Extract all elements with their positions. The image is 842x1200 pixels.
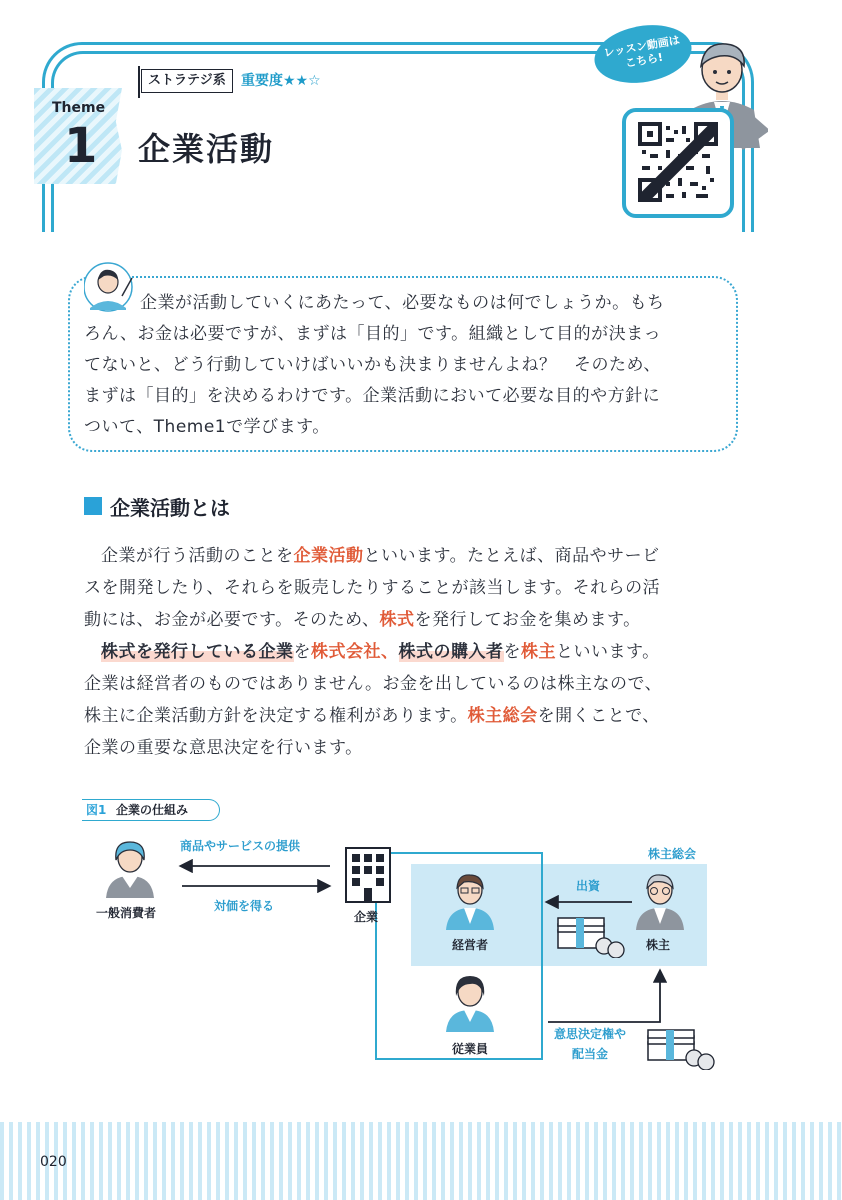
figure-number: 図1 bbox=[86, 803, 107, 817]
term-kabushiki-gaisha: 株式会社 bbox=[311, 642, 381, 662]
money-bundle-icon-2 bbox=[646, 1028, 718, 1070]
consumer-icon bbox=[104, 838, 156, 900]
section-heading: 企業活動とは bbox=[110, 496, 230, 520]
term-kigyou-katsudou: 企業活動 bbox=[293, 546, 364, 566]
figure-title: 企業の仕組み bbox=[116, 803, 189, 817]
body-text: 動には、お金が必要です。そのため、 bbox=[84, 610, 380, 630]
term-kabunushi: 株主 bbox=[521, 642, 556, 662]
body-text: を開くことで、 bbox=[537, 706, 660, 726]
employee-icon bbox=[444, 972, 496, 1034]
category-label: ストラテジ系 bbox=[141, 69, 233, 93]
arrow-rights bbox=[548, 972, 660, 1022]
page-number: 020 bbox=[40, 1154, 67, 1170]
intro-line-2: ろん、お金は必要ですが、まずは「目的」です。組織として目的が決まっ bbox=[84, 324, 662, 344]
company-label: 企業 bbox=[354, 910, 379, 924]
theme-label: Theme bbox=[52, 100, 106, 116]
receive-label: 対価を得る bbox=[214, 899, 275, 913]
page-title: 企業活動 bbox=[138, 130, 275, 168]
manager-icon bbox=[444, 870, 496, 932]
marked-phrase: 株式の購入者 bbox=[398, 642, 504, 662]
intro-line-1: 企業が活動していくにあたって、必要なものは何でしょうか。もち bbox=[140, 293, 665, 313]
rights-label: 意思決定権や 配当金 bbox=[554, 1027, 627, 1061]
body-text: 企業が行う活動のことを bbox=[101, 546, 294, 566]
term-kabushiki: 株式 bbox=[379, 610, 415, 630]
body-text: といいます。 bbox=[556, 642, 660, 662]
body-text: を bbox=[503, 642, 521, 662]
theme-number: 1 bbox=[64, 118, 98, 174]
intro-line-3: てないと、どう行動していけばいいかも決まりませんよね？ そのため、 bbox=[84, 355, 661, 375]
manager-label: 経営者 bbox=[452, 938, 489, 952]
provide-label: 商品やサービスの提供 bbox=[180, 839, 301, 853]
body-text: を bbox=[293, 642, 311, 662]
importance-rating: 重要度★★☆ bbox=[241, 73, 321, 89]
consumer-label: 一般消費者 bbox=[96, 906, 157, 920]
body-line-7: 企業の重要な意思決定を行います。 bbox=[84, 738, 363, 758]
intro-line-5: ついて、Theme1で学びます。 bbox=[84, 417, 330, 437]
term-kabunushi-soukai: 株主総会 bbox=[467, 706, 538, 726]
shareholders-meeting-label: 株主総会 bbox=[648, 847, 697, 861]
body-line-2: スを開発したり、それらを販売したりすることが該当します。それらの活 bbox=[84, 578, 661, 598]
body-text: を発行してお金を集めます。 bbox=[414, 610, 641, 630]
invest-label: 出資 bbox=[576, 879, 601, 893]
building-icon bbox=[340, 844, 396, 904]
money-bundle-icon bbox=[556, 916, 628, 958]
body-text: 、 bbox=[381, 642, 399, 662]
body-text: 株主に企業活動方針を決定する権利があります。 bbox=[84, 706, 468, 726]
intro-line-4: まずは「目的」を決めるわけです。企業活動において必要な目的や方針に bbox=[84, 386, 661, 406]
body-line-5: 企業は経営者のものではありません。お金を出しているのは株主なので、 bbox=[84, 674, 663, 694]
shareholder-label: 株主 bbox=[646, 938, 671, 952]
footer-stripes bbox=[0, 1122, 842, 1200]
marked-phrase: 株式を発行している企業 bbox=[101, 642, 294, 662]
shareholder-icon bbox=[634, 870, 686, 932]
employee-label: 従業員 bbox=[452, 1042, 489, 1056]
lesson-video-label: レッスン動画は こちら! bbox=[602, 33, 681, 71]
body-text: といいます。たとえば、商品やサービ bbox=[363, 546, 660, 566]
